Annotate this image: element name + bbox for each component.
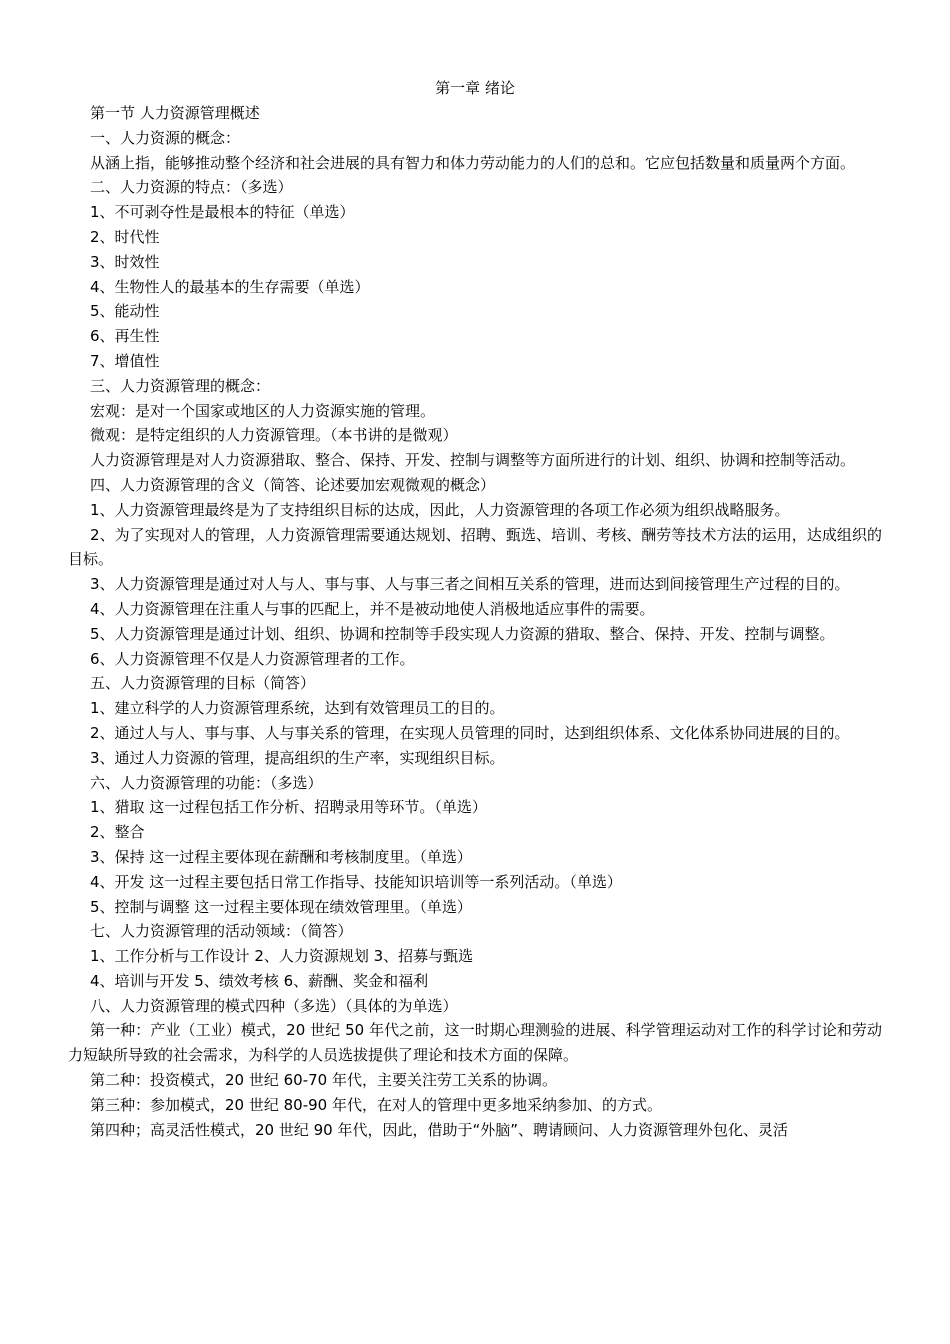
list-item: 3、通过人力资源的管理，提高组织的生产率，实现组织目标。 — [90, 748, 505, 767]
list-item: 4、开发 这一过程主要包括日常工作指导、技能知识培训等一系列活动。（单选） — [90, 872, 622, 891]
paragraph: 宏观：是对一个国家或地区的人力资源实施的管理。 — [90, 401, 436, 420]
chapter-title: 第一章 绪论 — [435, 79, 515, 97]
paragraph: 微观：是特定组织的人力资源管理。（本书讲的是微观） — [90, 426, 458, 445]
document-body — [68, 101, 882, 1142]
list-item: 1、不可剥夺性是最根本的特征（单选） — [90, 203, 355, 222]
list-item: 5、控制与调整 这一过程主要体现在绩效管理里。（单选） — [90, 897, 472, 916]
paragraph: 一、人力资源的概念： — [90, 128, 241, 147]
list-item: 5、能动性 — [90, 302, 160, 321]
list-item: 3、人力资源管理是通过对人与人、事与事、人与事三者之间相互关系的管理，进而达到间接管理生产过程的目的。 — [90, 575, 850, 594]
list-item: 6、人力资源管理不仅是人力资源管理者的工作。 — [90, 649, 415, 668]
list-item: 4、人力资源管理在注重人与事的匹配上，并不是被动地使人消极地适应事件的需要。 — [90, 599, 655, 618]
list-item: 4、生物性人的最基本的生存需要（单选） — [90, 277, 370, 296]
list-item: 3、保持 这一过程主要体现在薪酬和考核制度里。（单选） — [90, 847, 472, 866]
list-item: 2、整合 — [90, 823, 145, 842]
list-item: 6、再生性 — [90, 327, 160, 346]
list-item: 1、猎取 这一过程包括工作分析、招聘录用等环节。（单选） — [90, 798, 487, 817]
list-item: 2、为了实现对人的管理，人力资源管理需要通达规划、招聘、甄选、培训、考核、酬劳等技术方法的运用，达成组织的目标。 — [68, 525, 882, 569]
list-item: 2、时代性 — [90, 227, 160, 246]
paragraph: 八、人力资源管理的模式四种（多选）（具体的为单选） — [90, 996, 458, 1015]
list-item: 3、时效性 — [90, 252, 160, 271]
paragraph: 五、人力资源管理的目标（简答） — [90, 674, 316, 693]
list-item: 7、增值性 — [90, 351, 160, 370]
list-item: 1、工作分析与工作设计 2、人力资源规划 3、招募与甄选 — [90, 947, 474, 966]
list-item: 1、建立科学的人力资源管理系统，达到有效管理员工的目的。 — [90, 699, 505, 718]
paragraph: 第三种：参加模式，20 世纪 80-90 年代，在对人的管理中更多地采纳参加、的方式。 — [90, 1095, 662, 1114]
list-item: 2、通过人与人、事与事、人与事关系的管理，在实现人员管理的同时，达到组织体系、文化体系协同进展的目的。 — [90, 723, 850, 742]
list-item: 5、人力资源管理是通过计划、组织、协调和控制等手段实现人力资源的猎取、整合、保持、开发、控制与调整。 — [90, 624, 835, 643]
list-item: 1、人力资源管理最终是为了支持组织目标的达成，因此，人力资源管理的各项工作必须为组织战略服务。 — [90, 500, 790, 519]
paragraph: 二、人力资源的特点：（多选） — [90, 178, 293, 197]
paragraph: 七、人力资源管理的活动领域：（简答） — [90, 922, 353, 941]
section-heading: 第一节 人力资源管理概述 — [90, 104, 260, 122]
paragraph: 第四种；高灵活性模式，20 世纪 90 年代，因此，借助于“外脑”、聘请顾问、人力资源管理外包化、灵活 — [90, 1120, 789, 1139]
paragraph: 三、人力资源管理的概念： — [90, 376, 271, 395]
paragraph: 第二种：投资模式，20 世纪 60-70 年代，主要关注劳工关系的协调。 — [90, 1071, 557, 1090]
paragraph: 第一种：产业（工业）模式，20 世纪 50 年代之前，这一时期心理测验的进展、科学管理运动对工作的科学讨论和劳动力短缺所导致的社会需求，为科学的人员选拔提供了理论和技术方面的保障。 — [68, 1021, 882, 1065]
list-item: 4、培训与开发 5、绩效考核 6、薪酬、奖金和福利 — [90, 971, 429, 990]
paragraph: 六、人力资源管理的功能：（多选） — [90, 773, 323, 792]
paragraph: 人力资源管理是对人力资源猎取、整合、保持、开发、控制与调整等方面所进行的计划、组织、协调和控制等活动。 — [90, 451, 856, 470]
paragraph: 从涵上指，能够推动整个经济和社会进展的具有智力和体力劳动能力的人们的总和。它应包括数量和质量两个方面。 — [90, 153, 856, 172]
paragraph: 四、人力资源管理的含义（简答、论述要加宏观微观的概念） — [90, 475, 496, 494]
